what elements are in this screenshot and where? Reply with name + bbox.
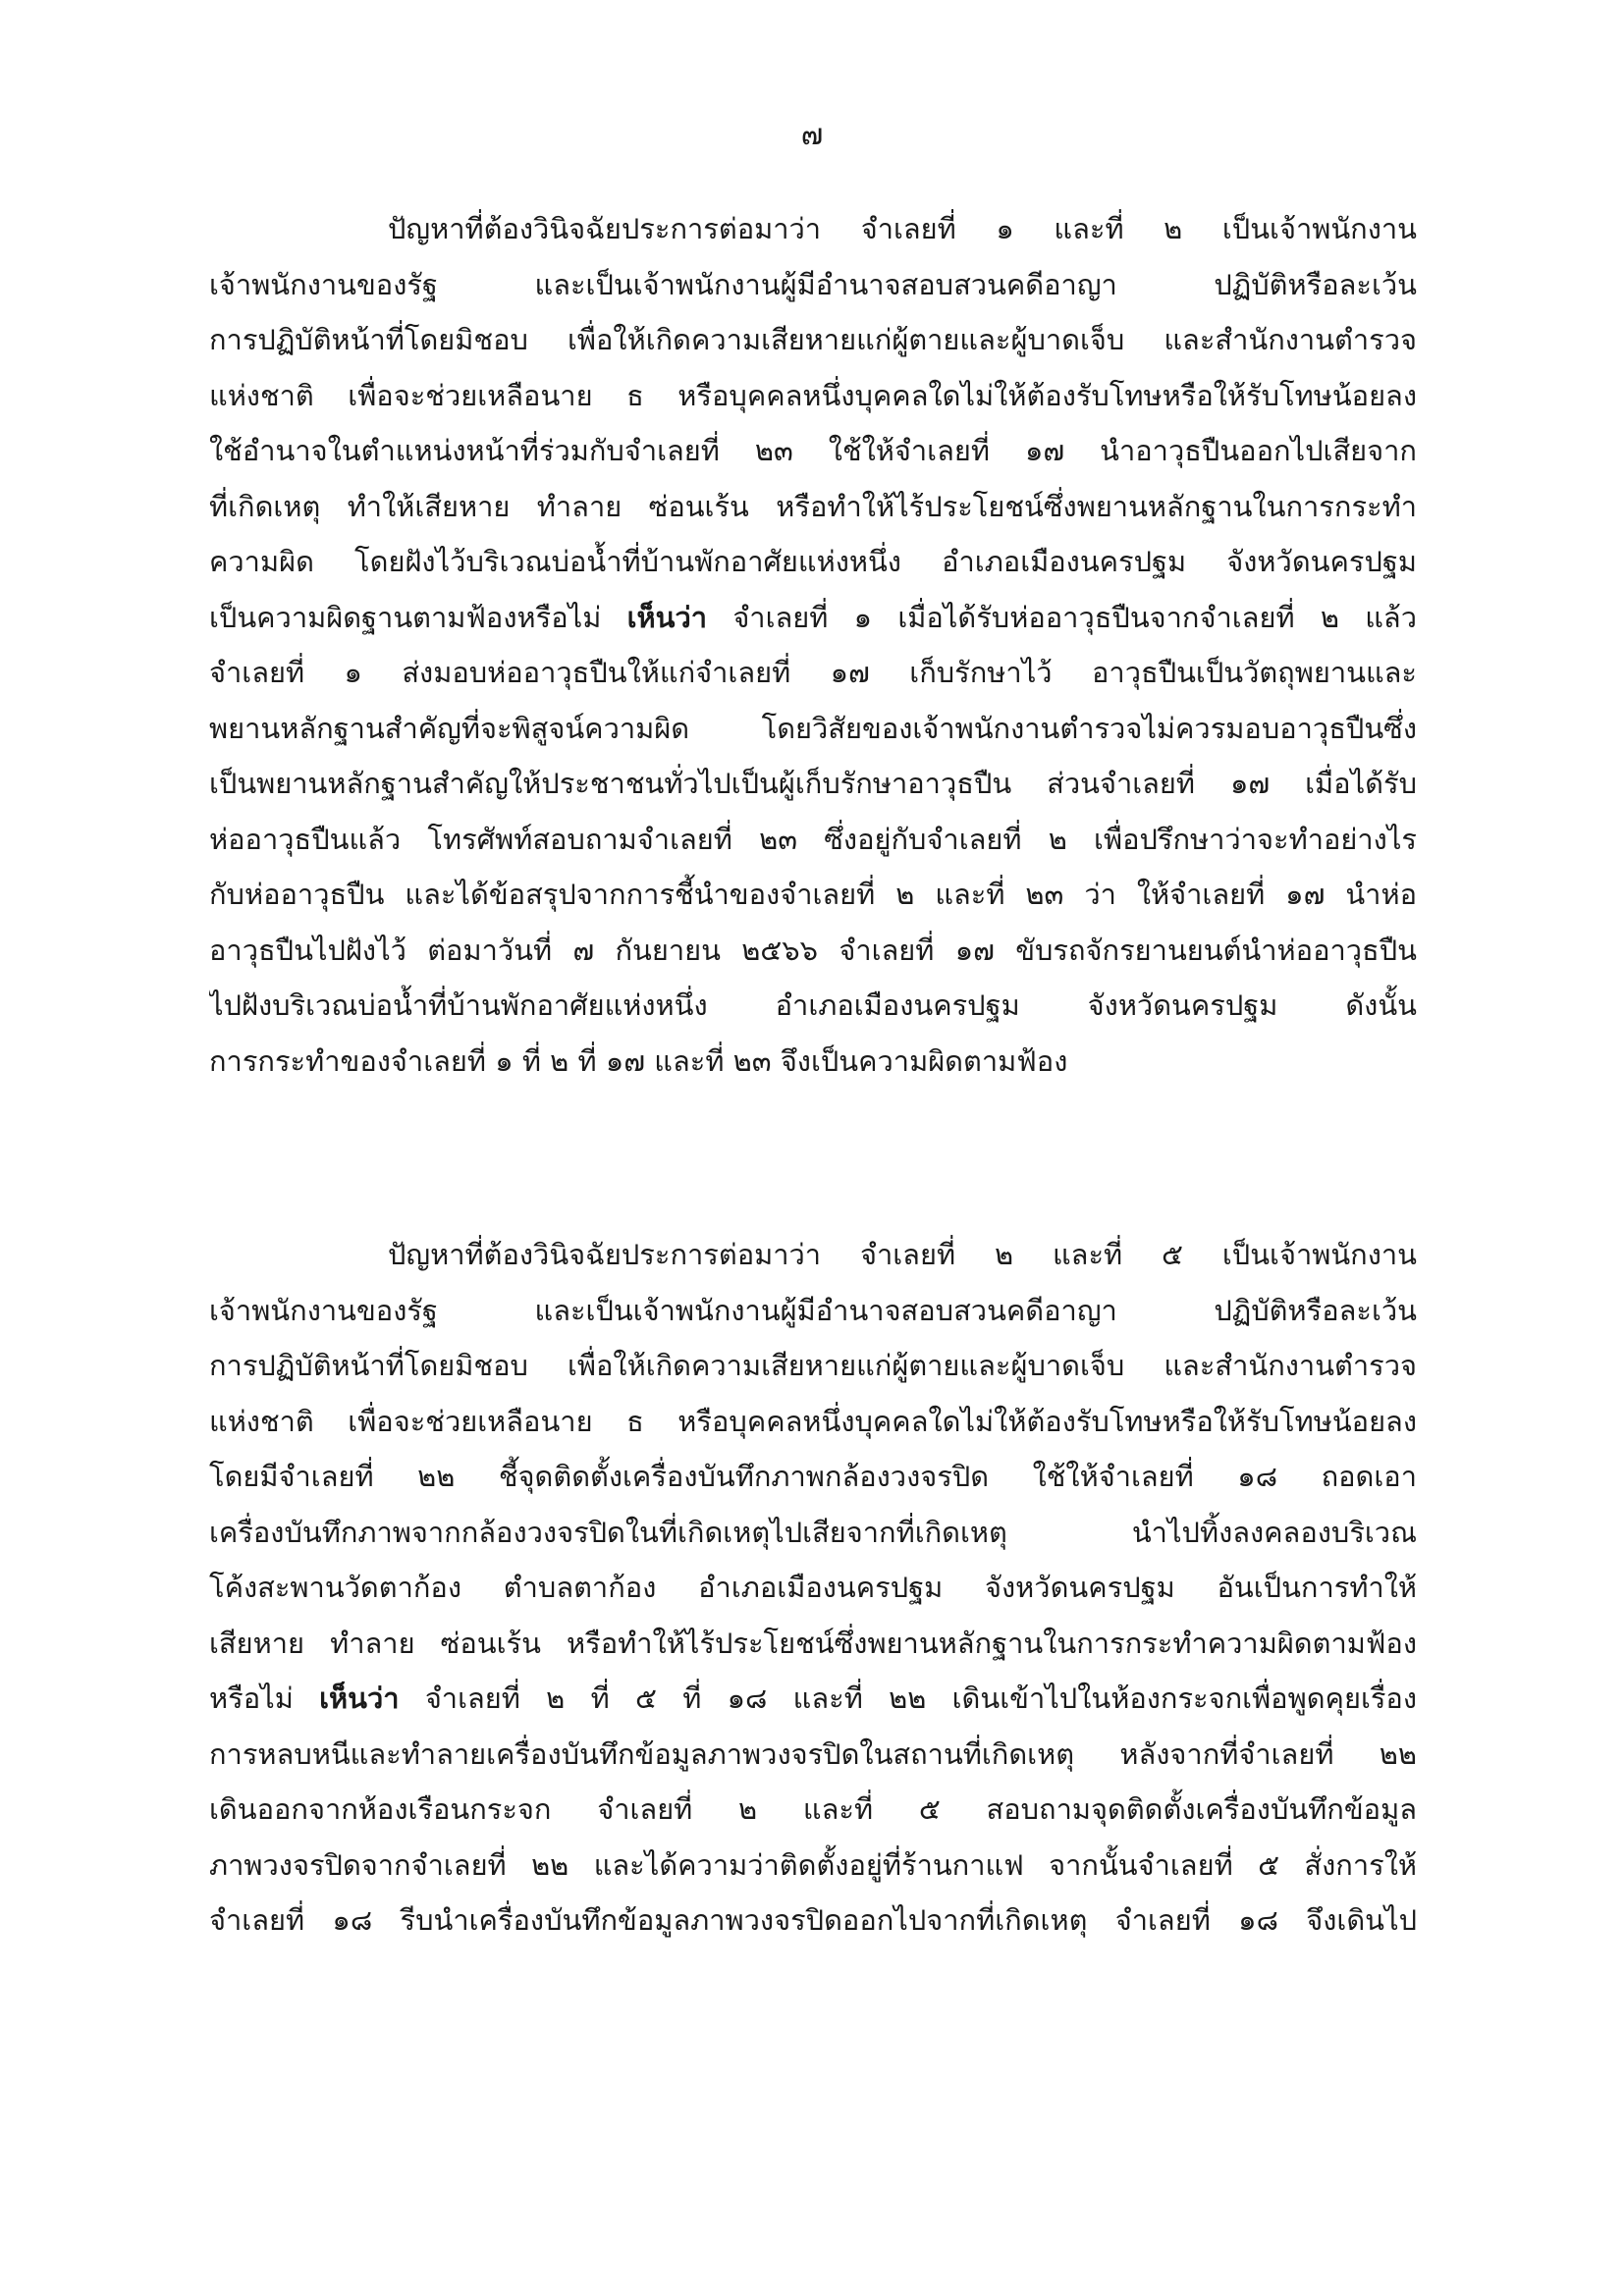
paragraph-line: เจ้าพนักงานของรัฐ และเป็นเจ้าพนักงานผู้มีอำนาจสอบสวนคดีอาญา ปฏิบัติหรือละเว้น: [209, 1293, 1417, 1327]
paragraph-line: ปัญหาที่ต้องวินิจฉัยประการต่อมาว่า จำเลยที่ ๑ และที่ ๒ เป็นเจ้าพนักงาน: [388, 212, 1417, 245]
paragraph-line: เจ้าพนักงานของรัฐ และเป็นเจ้าพนักงานผู้มีอำนาจสอบสวนคดีอาญา ปฏิบัติหรือละเว้น: [209, 267, 1417, 301]
paragraph-line: จำเลยที่ ๑ ส่งมอบห่ออาวุธปืนให้แก่จำเลยที่ ๑๗ เก็บรักษาไว้ อาวุธปืนเป็นวัตถุพยานและ: [209, 656, 1417, 689]
paragraph-line: ใช้อำนาจในตำแหน่งหน้าที่ร่วมกับจำเลยที่ ๒๓ ใช้ให้จำเลยที่ ๑๗ นำอาวุธปืนออกไปเสียจาก: [209, 434, 1417, 467]
paragraph-line: ที่เกิดเหตุ ทำให้เสียหาย ทำลาย ซ่อนเร้น หรือทำให้ไร้ประโยชน์ซึ่งพยานหลักฐานในการกระทำ: [209, 489, 1417, 523]
paragraph-2: [209, 1227, 1417, 1949]
paragraph-line: โดยมีจำเลยที่ ๒๒ ชี้จุดติดตั้งเครื่องบันทึกภาพกล้องวงจรปิด ใช้ให้จำเลยที่ ๑๘ ถอดเอา: [209, 1460, 1417, 1493]
paragraph-line: แห่งชาติ เพื่อจะช่วยเหลือนาย ธ หรือบุคคลหนึ่งบุคคลใดไม่ให้ต้องรับโทษหรือให้รับโทษน้อยลง: [209, 1404, 1417, 1438]
paragraph-line: พยานหลักฐานสำคัญที่จะพิสูจน์ความผิด โดยวิสัยของเจ้าพนักงานตำรวจไม่ควรมอบอาวุธปืนซึ่ง: [209, 711, 1417, 745]
paragraph-line: การปฏิบัติหน้าที่โดยมิชอบ เพื่อให้เกิดความเสียหายแก่ผู้ตายและผู้บาดเจ็บ และสำนักงานตำรวจ: [209, 1349, 1417, 1382]
paragraph-line: ไปฝังบริเวณบ่อน้ำที่บ้านพักอาศัยแห่งหนึ่ง อำเภอเมืองนครปฐม จังหวัดนครปฐม ดังนั้น: [209, 988, 1417, 1022]
paragraph-line: ภาพวงจรปิดจากจำเลยที่ ๒๒ และได้ความว่าติดตั้งอยู่ที่ร้านกาแฟ จากนั้นจำเลยที่ ๕ สั่งการให้: [209, 1847, 1417, 1882]
paragraph-line: ความผิด โดยฝังไว้บริเวณบ่อน้ำที่บ้านพักอาศัยแห่งหนึ่ง อำเภอเมืองนครปฐม จังหวัดนครปฐม: [209, 545, 1417, 578]
paragraph-line: เป็นพยานหลักฐานสำคัญให้ประชาชนทั่วไปเป็นผู้เก็บรักษาอาวุธปืน ส่วนจำเลยที่ ๑๗ เมื่อได้รับ: [209, 767, 1417, 800]
paragraph-line: เสียหาย ทำลาย ซ่อนเร้น หรือทำให้ไร้ประโยชน์ซึ่งพยานหลักฐานในการกระทำความผิดตามฟ้อง: [209, 1626, 1417, 1660]
paragraph-line: การหลบหนีและทำลายเครื่องบันทึกข้อมูลภาพวงจรปิดในสถานที่เกิดเหตุ หลังจากที่จำเลยที่ ๒๒: [209, 1736, 1417, 1771]
paragraph-line: เดินออกจากห้องเรือนกระจก จำเลยที่ ๒ และที่ ๕ สอบถามจุดติดตั้งเครื่องบันทึกข้อมูล: [209, 1792, 1417, 1826]
paragraph-line: อาวุธปืนไปฝังไว้ ต่อมาวันที่ ๗ กันยายน ๒๕๖๖ จำเลยที่ ๑๗ ขับรถจักรยานยนต์นำห่ออาวุธปืน: [209, 933, 1417, 967]
paragraph-line: โค้งสะพานวัดตาก้อง ตำบลตาก้อง อำเภอเมืองนครปฐม จังหวัดนครปฐม อันเป็นการทำให้: [209, 1571, 1417, 1604]
bold-keyword: เห็นว่า: [319, 1682, 400, 1715]
paragraph-line: กับห่ออาวุธปืน และได้ข้อสรุปจากการชี้นำของจำเลยที่ ๒ และที่ ๒๓ ว่า ให้จำเลยที่ ๑๗ นำห่อ: [209, 878, 1417, 911]
paragraph-line: ห่ออาวุธปืนแล้ว โทรศัพท์สอบถามจำเลยที่ ๒๓ ซึ่งอยู่กับจำเลยที่ ๒ เพื่อปรึกษาว่าจะทำอย่างไร: [209, 822, 1417, 856]
paragraph-line: การกระทำของจำเลยที่ ๑ ที่ ๒ ที่ ๑๗ และที่ ๒๓ จึงเป็นความผิดตามฟ้อง: [209, 1043, 1068, 1078]
paragraph-line: เป็นความผิดฐานตามฟ้องหรือไม่ เห็นว่า จำเลยที่ ๑ เมื่อได้รับห่ออาวุธปืนจากจำเลยที่ ๒ แล้ว: [209, 600, 1417, 634]
paragraph-line: เครื่องบันทึกภาพจากกล้องวงจรปิดในที่เกิดเหตุไปเสียจากที่เกิดเหตุ นำไปทิ้งลงคลองบริเวณ: [209, 1515, 1417, 1549]
paragraph-line: การปฏิบัติหน้าที่โดยมิชอบ เพื่อให้เกิดความเสียหายแก่ผู้ตายและผู้บาดเจ็บ และสำนักงานตำรวจ: [209, 323, 1417, 356]
paragraph-1: [209, 201, 1417, 1089]
bold-keyword: เห็นว่า: [626, 600, 708, 634]
paragraph-line: จำเลยที่ ๑๘ รีบนำเครื่องบันทึกข้อมูลภาพวงจรปิดออกไปจากที่เกิดเหตุ จำเลยที่ ๑๘ จึงเดินไป: [209, 1903, 1417, 1937]
paragraph-line: ปัญหาที่ต้องวินิจฉัยประการต่อมาว่า จำเลยที่ ๒ และที่ ๕ เป็นเจ้าพนักงาน: [388, 1238, 1417, 1271]
page-number: ๗: [800, 118, 824, 152]
paragraph-line: หรือไม่ เห็นว่า จำเลยที่ ๒ ที่ ๕ ที่ ๑๘ และที่ ๒๒ เดินเข้าไปในห้องกระจกเพื่อพูดคุยเรื่อง: [209, 1682, 1417, 1715]
paragraph-line: แห่งชาติ เพื่อจะช่วยเหลือนาย ธ หรือบุคคลหนึ่งบุคคลใดไม่ให้ต้องรับโทษหรือให้รับโทษน้อยลง: [209, 378, 1417, 412]
